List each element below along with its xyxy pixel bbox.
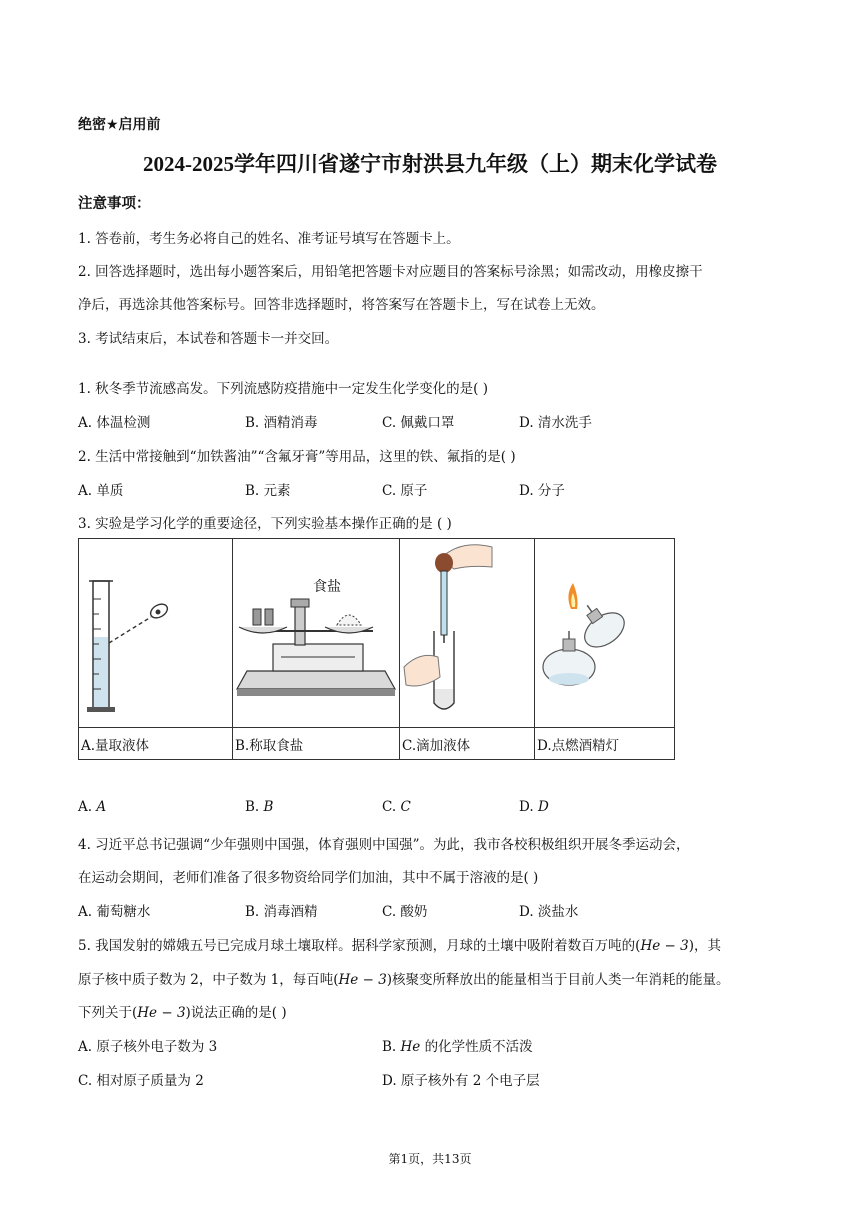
q2-option-a: A. 单质: [78, 483, 124, 499]
notice-item: 2. 回答选择题时，选出每小题答案后，用铅笔把答题卡对应题目的答案标号涂黑；如需改动，用橡皮擦干: [78, 264, 703, 280]
q3-option-a: A. A: [78, 799, 107, 815]
q4-option-d: D. 淡盐水: [519, 904, 579, 920]
q1-option-a: A. 体温检测: [78, 415, 151, 431]
q5-option-a: A. 原子核外电子数为 3: [78, 1039, 218, 1055]
experiment-table: [78, 538, 675, 760]
q5-option-d: D. 原子核外有 2 个电子层: [382, 1073, 540, 1089]
exam-title: 2024-2025学年四川省遂宁市射洪县九年级（上）期末化学试卷: [143, 152, 717, 176]
q1-option-c: C. 佩戴口罩: [382, 415, 455, 431]
q4-option-c: C. 酸奶: [382, 904, 428, 920]
question-4-stem-line2: 在运动会期间，老师们准备了很多物资给同学们加油，其中不属于溶液的是( ): [78, 870, 539, 886]
page-footer: 第1页，共13页: [388, 1152, 472, 1166]
notice-item: 1. 答卷前，考生务必将自己的姓名、准考证号填写在答题卡上。: [78, 231, 460, 247]
notice-heading: 注意事项：: [78, 196, 151, 212]
figure-dropper: [400, 539, 535, 728]
q3-option-b: B. B: [245, 799, 274, 815]
caption-c: C.滴加液体: [400, 728, 535, 760]
question-1-stem: 1. 秋冬季节流感高发。下列流感防疫措施中一定发生化学变化的是( ): [78, 381, 488, 397]
question-5-stem-line3: 下列关于(He − 3)说法正确的是( ): [78, 1005, 287, 1021]
figure-measuring-cylinder: [79, 539, 233, 728]
q2-option-b: B. 元素: [245, 483, 291, 499]
caption-d: D.点燃酒精灯: [535, 728, 675, 760]
figure-balance: [233, 539, 400, 728]
confidential-label: 绝密★启用前: [78, 117, 161, 133]
q2-option-c: C. 原子: [382, 483, 428, 499]
q5-option-b: B. He 的化学性质不活泼: [382, 1039, 533, 1055]
caption-b: B.称取食盐: [233, 728, 400, 760]
q4-option-b: B. 消毒酒精: [245, 904, 318, 920]
notice-item: 3. 考试结束后，本试卷和答题卡一并交回。: [78, 331, 339, 347]
q4-option-a: A. 葡萄糖水: [78, 904, 151, 920]
q5-option-c: C. 相对原子质量为 2: [78, 1073, 204, 1089]
salt-label: 食盐: [313, 579, 341, 595]
q3-option-c: C. C: [382, 799, 411, 815]
question-5-stem-line1: 5. 我国发射的嫦娥五号已完成月球土壤取样。据科学家预测，月球的土壤中吸附着数百万吨的(He − 3)，其: [78, 938, 721, 954]
question-3-stem: 3. 实验是学习化学的重要途径，下列实验基本操作正确的是 ( ): [78, 516, 452, 532]
notice-item: 净后，再选涂其他答案标号。回答非选择题时，将答案写在答题卡上，写在试卷上无效。: [78, 297, 605, 313]
q1-option-d: D. 清水洗手: [519, 415, 592, 431]
figure-alcohol-lamp: [535, 539, 675, 728]
caption-a: A.量取液体: [79, 728, 233, 760]
question-2-stem: 2. 生活中常接触到“加铁酱油”“含氟牙膏”等用品，这里的铁、氟指的是( ): [78, 449, 516, 465]
q1-option-b: B. 酒精消毒: [245, 415, 318, 431]
question-5-stem-line2: 原子核中质子数为 2，中子数为 1，每百吨(He − 3)核聚变所释放出的能量相当于目前人类一年消耗的能量。: [78, 972, 730, 988]
q2-option-d: D. 分子: [519, 483, 565, 499]
q3-option-d: D. D: [519, 799, 549, 815]
question-4-stem-line1: 4. 习近平总书记强调“少年强则中国强，体育强则中国强”。为此，我市各校积极组织开展冬季运动会，: [78, 837, 690, 853]
